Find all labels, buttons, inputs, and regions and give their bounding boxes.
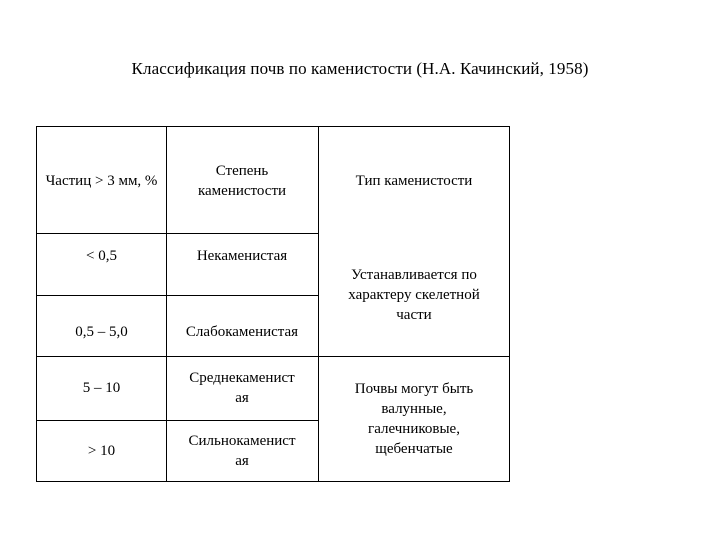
row1-particles: < 0,5 (86, 248, 117, 264)
page-title: Классификация почв по каменистости (Н.А. Качинский, 1958) (131, 59, 589, 78)
header-particles: Частиц > 3 мм, % (45, 173, 158, 189)
row3-degree: Среднекаменист ая (189, 370, 295, 406)
header-degree: Степень каменистости (197, 163, 287, 199)
type-group-2: Почвы могут быть валунные, галечниковые, щебенчатые (354, 380, 474, 457)
row2-particles: 0,5 – 5,0 (75, 324, 128, 340)
header-type: Тип каменистости (355, 173, 473, 189)
row4-particles: > 10 (87, 442, 116, 459)
stoniness-table (36, 126, 510, 482)
row-divider-header (37, 233, 318, 234)
row3-particles: 5 – 10 (82, 380, 121, 396)
row2-degree: Слабокаменистая (185, 324, 299, 340)
row1-degree: Некаменистая (196, 248, 288, 264)
type-group-1: Устанавливается по характеру скелетной части (348, 266, 480, 323)
row4-degree: Сильнокаменист ая (188, 432, 296, 469)
